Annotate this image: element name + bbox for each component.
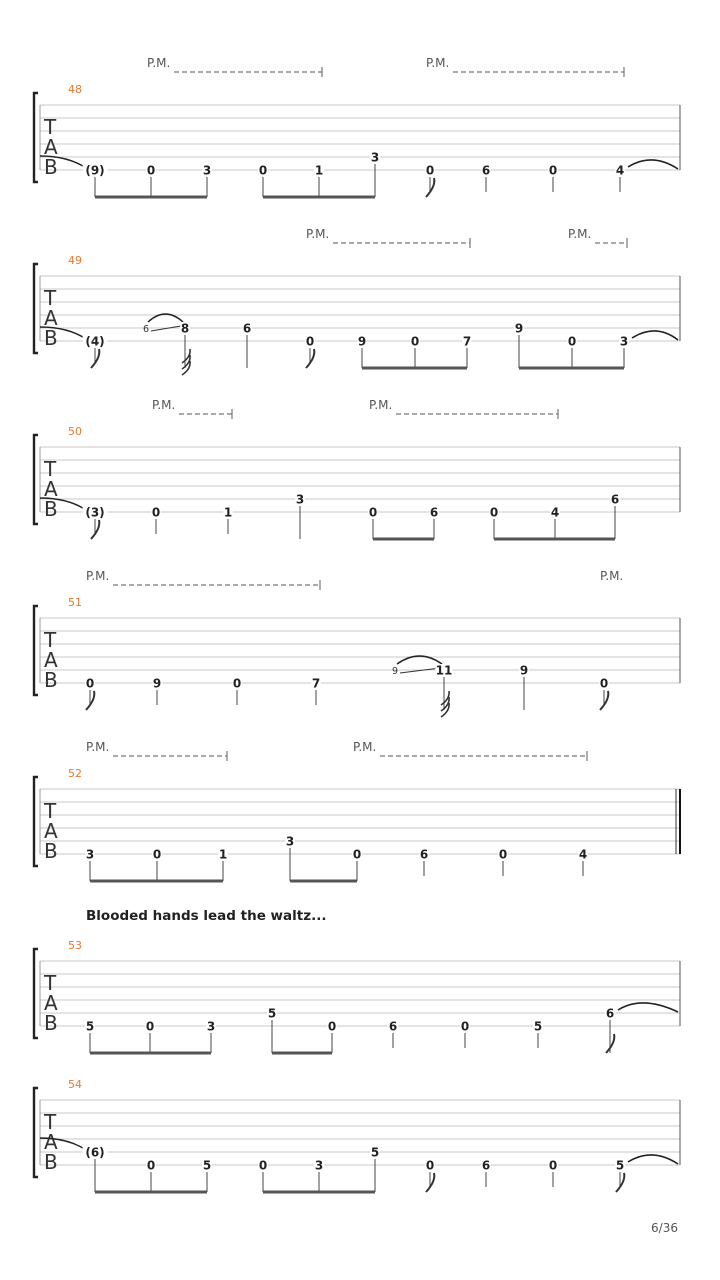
- fret-number: 1: [218, 847, 228, 862]
- fret-number: 1: [223, 505, 233, 520]
- palm-mute-label: P.M.: [353, 740, 377, 754]
- measure-number: 50: [68, 425, 82, 438]
- fret-number: 6: [481, 163, 491, 178]
- tab-clef-letter: A: [44, 306, 58, 330]
- staff-bracket: [34, 1088, 38, 1177]
- tab-clef-letter: A: [44, 648, 58, 672]
- fret-number: (9): [85, 163, 105, 178]
- fret-number: 6: [388, 1019, 398, 1034]
- fret-number: 6: [429, 505, 439, 520]
- tab-clef-letter: B: [44, 1011, 58, 1035]
- palm-mute-label: P.M.: [426, 56, 450, 70]
- tab-clef-letter: A: [44, 477, 58, 501]
- fret-number: 0: [145, 1019, 155, 1034]
- fret-number: 3: [370, 150, 380, 165]
- fret-number: 6: [605, 1006, 615, 1021]
- fret-number: 3: [295, 492, 305, 507]
- fret-number: 5: [533, 1019, 543, 1034]
- tab-clef-letter: B: [44, 668, 58, 692]
- fret-number: 5: [85, 1019, 95, 1034]
- fret-number: 9: [519, 663, 529, 678]
- palm-mute-label: P.M.: [86, 569, 110, 583]
- staff-bracket: [34, 949, 38, 1038]
- tie-out: [632, 331, 678, 340]
- palm-mute-label: P.M.: [147, 56, 171, 70]
- measure-number: 52: [68, 767, 82, 780]
- fret-number: 0: [425, 1158, 435, 1173]
- fret-number: 0: [151, 505, 161, 520]
- fret-number: 0: [146, 1158, 156, 1173]
- tab-clef-letter: A: [44, 135, 58, 159]
- staff-bracket: [34, 264, 38, 353]
- fret-number: (4): [85, 334, 105, 349]
- tab-clef-letter: B: [44, 497, 58, 521]
- tab-clef-letter: T: [44, 115, 57, 139]
- fret-number: 0: [232, 676, 242, 691]
- tab-clef-letter: T: [44, 457, 57, 481]
- palm-mute-label: P.M.: [568, 227, 592, 241]
- fret-number: 4: [578, 847, 588, 862]
- fret-number: 3: [314, 1158, 324, 1173]
- tab-system: [34, 740, 680, 881]
- fret-number: (3): [85, 505, 105, 520]
- fret-number: 9: [514, 321, 524, 336]
- fret-number: (6): [85, 1145, 105, 1160]
- palm-mute-label: P.M.: [86, 740, 110, 754]
- tab-clef-letter: T: [44, 286, 57, 310]
- fret-number: 0: [599, 676, 609, 691]
- tab-clef-letter: A: [44, 991, 58, 1015]
- fret-number: 0: [425, 163, 435, 178]
- fret-number: 9: [152, 676, 162, 691]
- tie-out: [628, 1155, 678, 1164]
- fret-number: 8: [180, 321, 190, 336]
- measure-number: 49: [68, 254, 82, 267]
- fret-number: 3: [285, 834, 295, 849]
- fret-number: 0: [567, 334, 577, 349]
- fret-number: 0: [368, 505, 378, 520]
- fret-number: 0: [498, 847, 508, 862]
- measure-number: 48: [68, 83, 82, 96]
- palm-mute-label: P.M.: [306, 227, 330, 241]
- tab-system: [34, 569, 680, 717]
- tab-clef-letter: B: [44, 1150, 58, 1174]
- staff-bracket: [34, 777, 38, 866]
- fret-number: 0: [548, 1158, 558, 1173]
- fret-number: 0: [352, 847, 362, 862]
- tab-clef-letter: T: [44, 1110, 57, 1134]
- fret-number: 0: [305, 334, 315, 349]
- fret-number: 9: [357, 334, 367, 349]
- fret-number: 3: [206, 1019, 216, 1034]
- fret-number: 0: [258, 163, 268, 178]
- fret-number: 0: [548, 163, 558, 178]
- staff-bracket: [34, 93, 38, 182]
- grace-note: 9: [391, 666, 399, 677]
- fret-number: 6: [419, 847, 429, 862]
- fret-number: 3: [202, 163, 212, 178]
- palm-mute-label: P.M.: [600, 569, 624, 583]
- fret-number: 5: [615, 1158, 625, 1173]
- measure-number: 51: [68, 596, 82, 609]
- fret-number: 0: [258, 1158, 268, 1173]
- fret-number: 6: [481, 1158, 491, 1173]
- tab-clef-letter: T: [44, 628, 57, 652]
- fret-number: 0: [460, 1019, 470, 1034]
- fret-number: 5: [267, 1006, 277, 1021]
- tab-clef-letter: A: [44, 819, 58, 843]
- tab-system: [34, 939, 680, 1053]
- tab-clef-letter: T: [44, 799, 57, 823]
- fret-number: 4: [615, 163, 625, 178]
- measure-number: 53: [68, 939, 82, 952]
- fret-number: 5: [202, 1158, 212, 1173]
- tab-clef-letter: B: [44, 326, 58, 350]
- fret-number: 7: [311, 676, 321, 691]
- tab-system: [34, 398, 680, 539]
- fret-number: 1: [314, 163, 324, 178]
- tab-clef-letter: B: [44, 839, 58, 863]
- fret-number: 4: [550, 505, 560, 520]
- tab-clef-letter: B: [44, 155, 58, 179]
- grace-note: 6: [142, 324, 150, 335]
- staff-bracket: [34, 606, 38, 695]
- tab-system: [34, 56, 680, 197]
- tab-system: [34, 227, 680, 375]
- fret-number: 7: [462, 334, 472, 349]
- fret-number: 0: [85, 676, 95, 691]
- tab-clef-letter: A: [44, 1130, 58, 1154]
- tie-out: [628, 160, 678, 169]
- page-number: 6/36: [651, 1221, 678, 1235]
- palm-mute-label: P.M.: [152, 398, 176, 412]
- fret-number: 0: [146, 163, 156, 178]
- fret-number: 0: [489, 505, 499, 520]
- fret-number: 11: [435, 663, 453, 678]
- fret-number: 0: [152, 847, 162, 862]
- fret-number: 3: [619, 334, 629, 349]
- tie-out: [618, 1003, 678, 1012]
- tab-system: [34, 1078, 680, 1192]
- fret-number: 6: [242, 321, 252, 336]
- tab-clef-letter: T: [44, 971, 57, 995]
- fret-number: 0: [327, 1019, 337, 1034]
- staff-bracket: [34, 435, 38, 524]
- fret-number: 0: [410, 334, 420, 349]
- palm-mute-label: P.M.: [369, 398, 393, 412]
- measure-number: 54: [68, 1078, 82, 1091]
- fret-number: 3: [85, 847, 95, 862]
- lyric-text: Blooded hands lead the waltz...: [86, 908, 327, 924]
- fret-number: 5: [370, 1145, 380, 1160]
- fret-number: 6: [610, 492, 620, 507]
